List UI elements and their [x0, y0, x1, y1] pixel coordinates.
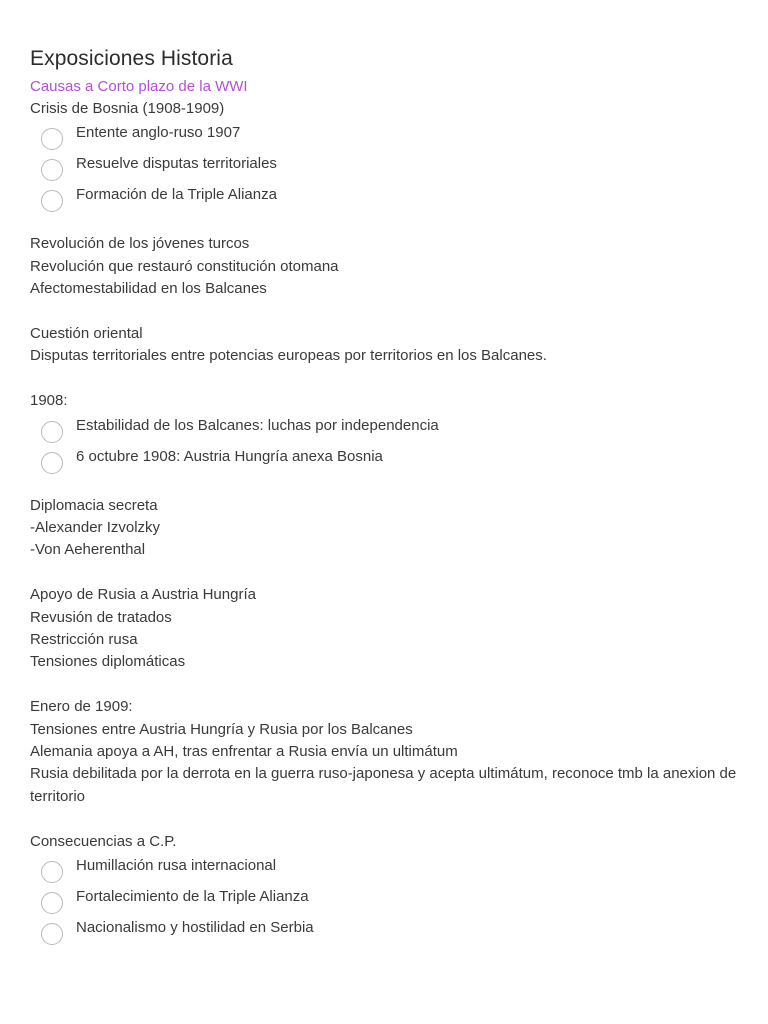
checklist-item: [30, 417, 740, 448]
text-line[interactable]: Revusión de tratados: [30, 608, 172, 626]
checklist-item: [30, 857, 740, 888]
text-line[interactable]: -Von Aeherenthal: [30, 541, 146, 559]
checkbox-unchecked-icon[interactable]: [41, 190, 63, 212]
checkbox-unchecked-icon[interactable]: [41, 923, 63, 945]
blank-line: [30, 562, 740, 584]
checklist-item-label[interactable]: Fortalecimiento de la Triple Alianza: [76, 888, 309, 906]
checklist-item: [30, 155, 740, 186]
checkbox-unchecked-icon[interactable]: [41, 421, 63, 443]
text-line[interactable]: Consecuencias a C.P.: [30, 832, 177, 850]
checklist-item-label[interactable]: Nacionalismo y hostilidad en Serbia: [76, 919, 314, 937]
checklist-item-label[interactable]: 6 octubre 1908: Austria Hungría anexa Bosnia: [76, 447, 383, 465]
checklist-item: [30, 919, 740, 950]
blank-line: [30, 368, 740, 390]
text-line[interactable]: Diplomacia secreta: [30, 496, 158, 514]
blank-line: [30, 301, 740, 323]
text-line[interactable]: Tensiones diplomáticas: [30, 653, 186, 671]
checkbox-unchecked-icon[interactable]: [41, 892, 63, 914]
note-block: [30, 495, 740, 562]
text-line[interactable]: Revolución que restauró constitución otomana: [30, 257, 339, 275]
checklist-item: [30, 448, 740, 479]
checklist-item: [30, 888, 740, 919]
note-body: [30, 44, 740, 950]
text-line[interactable]: Revolución de los jóvenes turcos: [30, 235, 250, 253]
text-line[interactable]: Disputas territoriales entre potencias europeas por territorios en los Balcanes.: [30, 347, 547, 365]
checklist-item-label[interactable]: Resuelve disputas territoriales: [76, 155, 277, 173]
text-line[interactable]: Rusia debilitada por la derrota en la guerra ruso-japonesa y acepta ultimátum, reconoce tmb la anexion de territorio: [30, 765, 737, 805]
text-line[interactable]: 1908:: [30, 392, 68, 410]
checklist-item: [30, 186, 740, 217]
text-line[interactable]: Alemania apoya a AH, tras enfrentar a Rusia envía un ultimátum: [30, 743, 458, 761]
checkbox-unchecked-icon[interactable]: [41, 452, 63, 474]
text-line[interactable]: -Alexander Izvolzky: [30, 519, 161, 537]
checkbox-unchecked-icon[interactable]: [41, 159, 63, 181]
text-line[interactable]: Apoyo de Rusia a Austria Hungría: [30, 586, 256, 604]
checklist-item-label[interactable]: Humillación rusa internacional: [76, 857, 277, 875]
blank-line: [30, 808, 740, 830]
note-block: [30, 233, 740, 300]
text-line[interactable]: Cuestión oriental: [30, 325, 143, 343]
note-subtitle[interactable]: Causas a Corto plazo de la WWI: [30, 78, 248, 95]
checklist-item-label[interactable]: Estabilidad de los Balcanes: luchas por independencia: [76, 416, 439, 434]
text-line[interactable]: Tensiones entre Austria Hungría y Rusia por los Balcanes: [30, 720, 413, 738]
checklist: [30, 417, 740, 479]
blank-line: [30, 217, 740, 233]
checklist-item-label[interactable]: Entente anglo-ruso 1907: [76, 124, 241, 142]
blank-line: [30, 674, 740, 696]
text-line[interactable]: Crisis de Bosnia (1908-1909): [30, 100, 225, 117]
checklist: [30, 857, 740, 950]
text-line[interactable]: Afectomestabilidad en los Balcanes: [30, 280, 267, 298]
checklist-item: [30, 124, 740, 155]
checklist: [30, 124, 740, 217]
checkbox-unchecked-icon[interactable]: [41, 128, 63, 150]
note-block: [30, 323, 740, 368]
blank-line: [30, 479, 740, 495]
checklist-item-label[interactable]: Formación de la Triple Alianza: [76, 186, 277, 204]
note-block: [30, 831, 740, 950]
note-block: [30, 584, 740, 674]
note-title[interactable]: Exposiciones Historia: [30, 47, 233, 70]
note-block: [30, 98, 740, 217]
text-line[interactable]: Enero de 1909:: [30, 698, 133, 716]
note-block: [30, 696, 740, 808]
note-block: [30, 390, 740, 478]
checkbox-unchecked-icon[interactable]: [41, 861, 63, 883]
text-line[interactable]: Restricción rusa: [30, 631, 138, 649]
